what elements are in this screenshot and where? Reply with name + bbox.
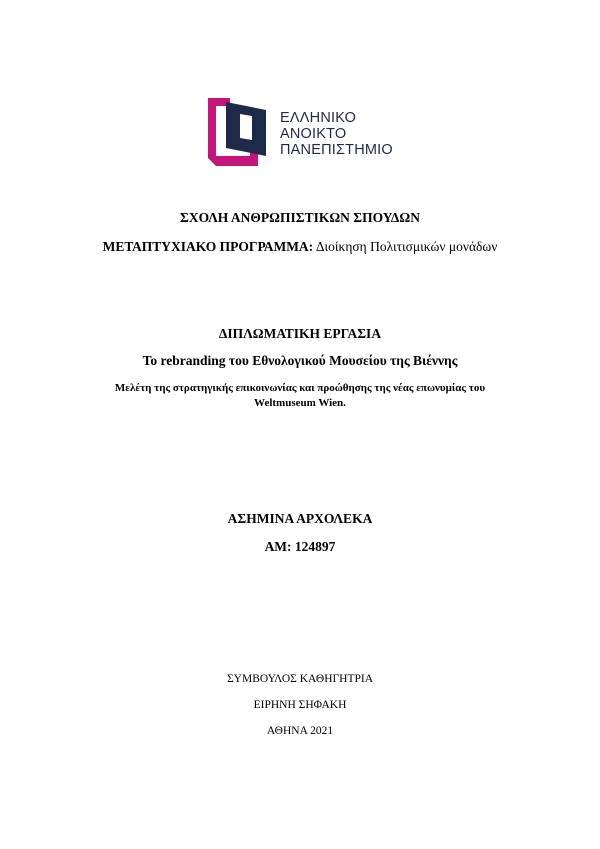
student-id: ΑΜ: 124897	[264, 539, 336, 554]
thesis-subtitle-line-2: Weltmuseum Wien.	[254, 397, 346, 409]
author-name: ΑΣΗΜΙΝΑ ΑΡΧΟΛΕΚΑ	[227, 511, 373, 526]
thesis-type: ΔΙΠΛΩΜΑΤΙΚΗ ΕΡΓΑΣΙΑ	[218, 326, 382, 341]
logo-line-1: ΕΛΛΗΝΙΚΟ	[280, 110, 357, 126]
program-line	[0, 239, 600, 255]
logo-line-3: ΠΑΝΕΠΙΣΤΗΜΙΟ	[280, 142, 393, 158]
advisor-name: ΕΙΡΗΝΗ ΣΗΦΑΚΗ	[253, 699, 347, 711]
program-label: ΜΕΤΑΠΤΥΧΙΑΚΟ ΠΡΟΓΡΑΜΜΑ:	[102, 239, 314, 254]
logo-wordmark	[280, 110, 393, 158]
place-year: ΑΘΗΝΑ 2021	[266, 725, 334, 737]
book-logo-icon	[206, 96, 276, 170]
thesis-title: To rebranding του Εθνολογικού Μουσείου της Βιέννης	[142, 353, 458, 368]
program-name: Διοίκηση Πολιτισμικών μονάδων	[313, 239, 498, 254]
school-name: ΣΧΟΛΗ ΑΝΘΡΩΠΙΣΤΙΚΩΝ ΣΠΟΥΔΩΝ	[180, 210, 420, 225]
advisor-label: ΣΥΜΒΟΥΛΟΣ ΚΑΘΗΓΗΤΡΙΑ	[226, 673, 374, 685]
thesis-subtitle-line-1: Μελέτη της στρατηγικής επικοινωνίας και προώθησης της νέας επωνυμίας του	[114, 382, 486, 394]
logo-line-2: ΑΝΟΙΚΤΟ	[280, 126, 347, 142]
university-logo	[206, 96, 396, 170]
